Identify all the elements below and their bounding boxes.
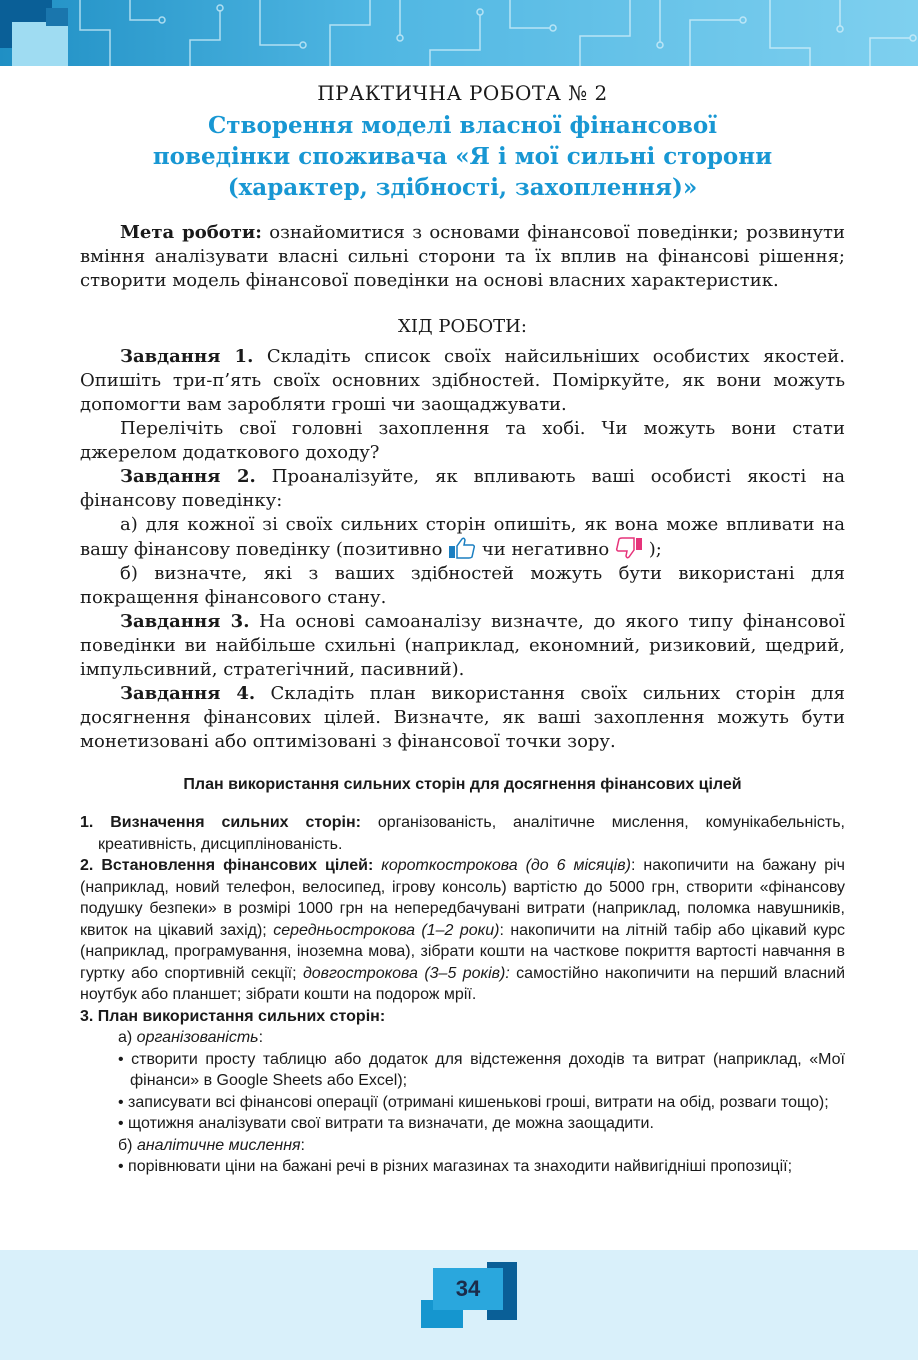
plan-sub-b-prefix: б) — [118, 1136, 137, 1154]
task-3-label: Завдання 3. — [120, 611, 250, 632]
plan-title: План використання сильних сторін для досягнення фінансових цілей — [183, 776, 742, 793]
plan-a-bullet: • щотижня аналізувати свої витрати та визначати, де можна заощадити. — [118, 1115, 654, 1132]
task-2-a-mid: чи негативно — [476, 539, 615, 560]
plan-item-2 — [80, 855, 845, 1006]
title-line-3: (характер, здібності, захоплення)» — [227, 174, 698, 201]
thumbs-up-icon — [448, 537, 476, 559]
plan-item-1 — [80, 812, 845, 855]
plan-item-2-text-3: самостійно накопичити на перший власний ноутбук або планшет; зібрати кошти на подорож мрії. — [80, 964, 846, 1003]
task-1-paragraph-2: Перелічіть свої головні захоплення та хобі. Чи можуть вони стати джерелом додаткового доходу? — [80, 418, 845, 463]
work-title — [80, 110, 845, 203]
task-2-item-a — [80, 513, 845, 562]
task-1-paragraph — [80, 345, 845, 417]
plan-sub-a-suffix: : — [258, 1029, 264, 1046]
task-2-text: Проаналізуйте, як впливають ваші особисті якості на фінансову поведінку: — [80, 466, 845, 511]
plan-a-bullet: • створити просту таблицю або додаток для відстеження доходів та витрат (наприклад, «Мої фінанси» в Google Sheets або Excel); — [118, 1050, 845, 1089]
plan-a-bullet: • записувати всі фінансові операції (отримані кишенькові гроші, витрати на обід, розваги тощо); — [118, 1093, 829, 1111]
progress-heading: ХІД РОБОТИ: — [398, 316, 527, 337]
title-line-2: поведінки споживача «Я і мої сильні сторони — [152, 143, 773, 170]
thumbs-down-icon — [615, 537, 643, 559]
task-2-item-b: б) визначте, які з ваших здібностей можуть бути використані для покращення фінансового стану. — [80, 563, 845, 608]
plan-sub-b — [80, 1135, 845, 1157]
plan-item-2-text-1: : накопичити на бажану річ (наприклад, новий телефон, велосипед, ігрову консоль) вартістю до 5000 грн, створити «фінансову подушку безпеки» в розмірі 1000 грн на непередбачувані витрати (наприклад, поломка навушників, квиток на цікавий захід); — [80, 857, 846, 939]
plan-item-2-label: 2. Встановлення фінансових цілей: — [80, 857, 374, 874]
plan-mid-term: середньострокова (1–2 роки) — [273, 921, 500, 939]
task-2-a-start: а) для кожної зі своїх сильних сторін опишіть, як вона може впливати на вашу фінансову поведінку (позитивно — [80, 514, 845, 560]
goal-text: ознайомитися з основами фінансової поведінки; розвинути вміння аналізувати власні сильні сторони та їх вплив на фінансові рішення; створити модель фінансової поведінки на основі власних характеристик. — [80, 222, 845, 291]
page-content — [80, 80, 845, 1178]
banner-square-light — [12, 22, 68, 66]
task-4-label: Завдання 4. — [120, 683, 256, 704]
task-2-label: Завдання 2. — [120, 466, 256, 487]
title-line-1: Створення моделі власної фінансової — [208, 112, 717, 139]
task-1-text: Складіть список своїх найсильніших особистих якостей. Опишіть три-п’ять своїх основних здібностей. Поміркуйте, як вони можуть допомогти вам заробляти гроші чи заощаджувати. — [80, 346, 845, 415]
circuit-pattern-icon — [70, 0, 918, 66]
goal-paragraph — [80, 221, 845, 293]
task-4-text: Складіть план використання своїх сильних сторін для досягнення фінансових цілей. Визначте, як ваші захоплення можуть бути монетизовані або оптимізовані з фінансової точки зору. — [80, 683, 845, 752]
plan-long-term: довгострокова (3–5 років): — [302, 964, 510, 982]
plan-item-1-text: організованість, аналітичне мислення, комунікабельність, креативність, дисциплінованість. — [98, 814, 845, 853]
plan-sub-a-label: організованість — [136, 1029, 259, 1046]
page-number: 34 — [455, 1276, 481, 1301]
plan-item-3 — [80, 1006, 845, 1028]
task-3-text: На основі самоаналізу визначте, до якого типу фінансової поведінки ви найбільше схильні (наприклад, економний, ризиковий, щедрий, імпульсивний, стратегічний, пасивний). — [80, 611, 845, 680]
plan-sub-b-suffix: : — [300, 1136, 305, 1154]
plan-sub-a-prefix: а) — [118, 1029, 137, 1046]
plan-sub-a — [80, 1027, 845, 1049]
banner-square-mid — [46, 8, 68, 26]
plan-short-term: короткострокова (до 6 місяців) — [381, 857, 631, 874]
practical-work-header: ПРАКТИЧНА РОБОТА № 2 — [317, 81, 608, 105]
plan-b-bullet: • порівнювати ціни на бажані речі в різних магазинах та знаходити найвигідніші пропозиції; — [118, 1158, 793, 1175]
task-3-paragraph — [80, 610, 845, 682]
task-4-paragraph — [80, 682, 845, 754]
task-2-paragraph — [80, 465, 845, 513]
goal-label: Мета роботи: — [120, 222, 262, 243]
task-1-label: Завдання 1. — [120, 346, 254, 367]
plan-sub-b-label: аналітичне мислення — [136, 1136, 301, 1154]
task-2-a-end: ); — [642, 539, 662, 560]
plan-item-2-text-2: : накопичити на літній табір або цікавий курс (наприклад, програмування, іноземна мова), зібрати кошти на часткове покриття вартості навчання в гуртку або спортивній секції; — [80, 921, 846, 982]
top-banner — [0, 0, 918, 66]
plan-item-3-label: 3. План використання сильних сторін: — [80, 1007, 386, 1025]
plan-item-1-label: 1. Визначення сильних сторін: — [80, 814, 361, 831]
